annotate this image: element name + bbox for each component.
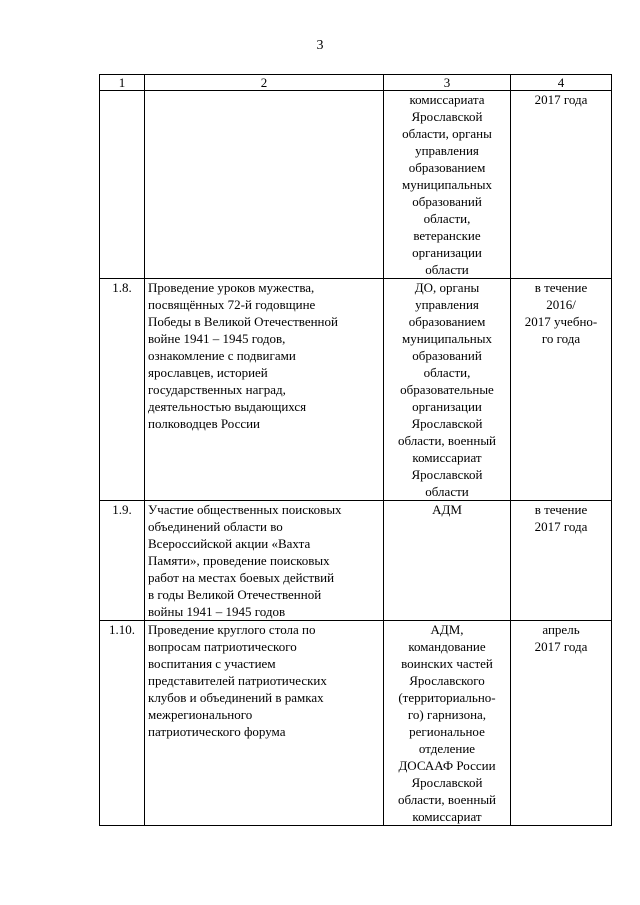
row-executor: АДМ, командование воинских частей Ярославского (территориально- го) гарнизона, региональное отделение ДОСААФ России Ярославской области, военный комиссариат xyxy=(384,621,511,826)
row-activity: Проведение уроков мужества, посвящённых 72-й годовщине Победы в Великой Отечественной войне 1941 – 1945 годов, ознакомление с подвигами ярославцев, историей государственных наград, деятельностью выдающихся полководцев России xyxy=(145,279,384,501)
header-col-term: 4 xyxy=(511,75,612,91)
row-executor: ДО, органы управления образованием муниципальных образований области, образовательные организации Ярославской области, военный комиссариат Ярославской области xyxy=(384,279,511,501)
row-term: апрель 2017 года xyxy=(511,621,612,826)
table-row xyxy=(100,621,612,826)
row-term: в течение 2016/ 2017 учебно- го года xyxy=(511,279,612,501)
header-col-activity: 2 xyxy=(145,75,384,91)
row-term: в течение 2017 года xyxy=(511,501,612,621)
header-col-executor: 3 xyxy=(384,75,511,91)
row-activity xyxy=(145,91,384,279)
row-activity: Участие общественных поисковых объединений области во Всероссийской акции «Вахта Памяти», проведение поисковых работ на местах боевых действий в годы Великой Отечественной войны 1941 – 1945 годов xyxy=(145,501,384,621)
page-number: 3 xyxy=(316,38,324,53)
row-number: 1.10. xyxy=(100,621,145,826)
table-header-row xyxy=(100,75,612,91)
row-executor: комиссариата Ярославской области, органы управления образованием муниципальных образований области, ветеранские организации области xyxy=(384,91,511,279)
row-term: 2017 года xyxy=(511,91,612,279)
row-activity: Проведение круглого стола по вопросам патриотического воспитания с участием представителей патриотических клубов и объединений в рамках межрегионального патриотического форума xyxy=(145,621,384,826)
plan-table xyxy=(99,74,612,826)
table-row xyxy=(100,279,612,501)
table-row xyxy=(100,501,612,621)
row-executor: АДМ xyxy=(384,501,511,621)
row-number: 1.9. xyxy=(100,501,145,621)
table-row xyxy=(100,91,612,279)
row-number xyxy=(100,91,145,279)
row-number: 1.8. xyxy=(100,279,145,501)
header-col-number: 1 xyxy=(100,75,145,91)
